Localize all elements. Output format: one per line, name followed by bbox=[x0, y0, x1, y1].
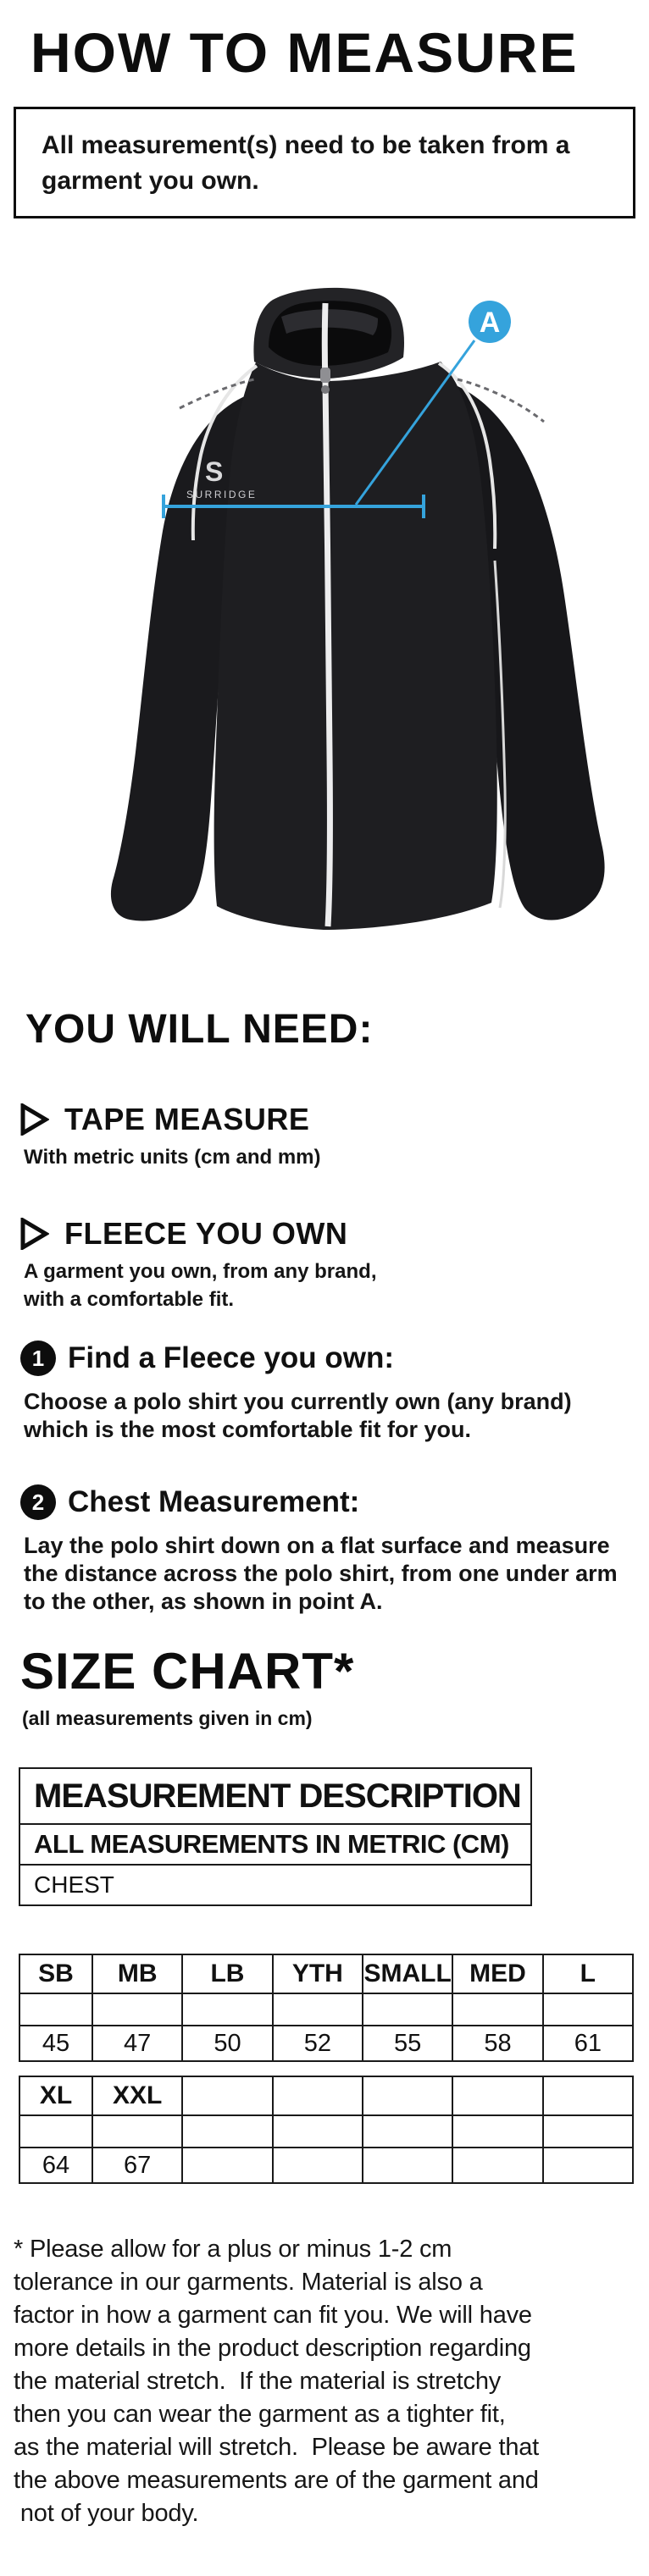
you-will-need-heading: YOU WILL NEED: bbox=[25, 1007, 374, 1052]
notice-line: All measurement(s) need to be taken from a bbox=[42, 131, 570, 159]
empty-cell bbox=[92, 2115, 182, 2148]
header-cell: SMALL bbox=[363, 1954, 452, 1993]
step-desc-line: Lay the polo shirt down on a flat surface and measure bbox=[24, 1533, 610, 1558]
footnote bbox=[14, 2233, 632, 2530]
size-chart-subheading: (all measurements given in cm) bbox=[22, 1707, 313, 1729]
header-cell: L bbox=[543, 1954, 633, 1993]
footnote-line: tolerance in our garments. Material is also a bbox=[14, 2269, 483, 2296]
jacket-zip-slider bbox=[320, 368, 330, 383]
step-desc-line: which is the most comfortable fit for you. bbox=[24, 1417, 472, 1442]
size-table-primary bbox=[19, 1954, 634, 2062]
value-cell bbox=[543, 2148, 633, 2183]
triangle-bullet-icon bbox=[20, 1103, 49, 1136]
empty-cell bbox=[19, 2115, 92, 2148]
measurement-description-table bbox=[19, 1767, 532, 1906]
table-row bbox=[19, 1865, 531, 1905]
need-desc-line: With metric units (cm and mm) bbox=[24, 1146, 321, 1169]
table-row bbox=[19, 1824, 531, 1865]
empty-cell bbox=[452, 2115, 542, 2148]
triangle-bullet-icon bbox=[20, 1218, 49, 1250]
how-to-measure-page bbox=[0, 22, 649, 2530]
brand-logo-text: SURRIDGE bbox=[186, 489, 258, 500]
step-title-row bbox=[20, 1483, 649, 1522]
footnote-line: the material stretch. If the material is stretchy bbox=[14, 2368, 502, 2395]
empty-cell bbox=[273, 1993, 363, 2026]
table-row bbox=[19, 1954, 633, 1993]
description-cell: ALL MEASUREMENTS IN METRIC (CM) bbox=[19, 1824, 531, 1865]
header-cell bbox=[452, 2076, 542, 2115]
value-cell bbox=[273, 2148, 363, 2183]
footnote-line: factor in how a garment can fit you. We will have bbox=[14, 2302, 532, 2329]
page-title: HOW TO MEASURE bbox=[31, 21, 579, 84]
header-cell: MB bbox=[92, 1954, 182, 1993]
step-title: Chest Measurement: bbox=[68, 1485, 360, 1518]
size-chart-heading: SIZE CHART* bbox=[20, 1643, 355, 1700]
step-desc-line: the distance across the polo shirt, from one under arm bbox=[24, 1561, 618, 1586]
value-cell: 45 bbox=[19, 2026, 92, 2061]
need-title-row bbox=[20, 1215, 649, 1252]
header-cell: XXL bbox=[92, 2076, 182, 2115]
empty-cell bbox=[182, 1993, 272, 2026]
value-cell: 64 bbox=[19, 2148, 92, 2183]
empty-cell bbox=[182, 2115, 272, 2148]
value-cell bbox=[363, 2148, 452, 2183]
table-row bbox=[19, 1768, 531, 1824]
table-row bbox=[19, 1993, 633, 2026]
notice-line: garment you own. bbox=[42, 167, 259, 195]
step-1 bbox=[20, 1339, 649, 1444]
step-2 bbox=[20, 1483, 649, 1616]
header-cell bbox=[363, 2076, 452, 2115]
header-cell: SB bbox=[19, 1954, 92, 1993]
value-cell: 50 bbox=[182, 2026, 272, 2061]
value-cell bbox=[452, 2148, 542, 2183]
step-number-badge: 2 bbox=[20, 1484, 56, 1520]
need-item-fleece bbox=[20, 1215, 649, 1313]
step-desc bbox=[24, 1388, 649, 1444]
brand-logo-mark: S bbox=[205, 456, 224, 487]
need-desc-line: A garment you own, from any brand, bbox=[24, 1260, 377, 1283]
empty-cell bbox=[452, 1993, 542, 2026]
point-a-label: A bbox=[479, 307, 501, 339]
value-cell: 58 bbox=[452, 2026, 542, 2061]
table-row bbox=[19, 2026, 633, 2061]
size-table-extended bbox=[19, 2076, 634, 2184]
empty-cell bbox=[543, 2115, 633, 2148]
step-desc bbox=[24, 1532, 649, 1616]
need-title-row bbox=[20, 1101, 649, 1138]
header-cell: MED bbox=[452, 1954, 542, 1993]
empty-cell bbox=[363, 2115, 452, 2148]
header-cell bbox=[273, 2076, 363, 2115]
need-item-desc bbox=[24, 1143, 649, 1171]
step-desc-line: Choose a polo shirt you currently own (any brand) bbox=[24, 1389, 572, 1414]
notice-box bbox=[14, 107, 635, 218]
header-cell: LB bbox=[182, 1954, 272, 1993]
description-cell: MEASUREMENT DESCRIPTION bbox=[19, 1768, 531, 1824]
need-desc-line: with a comfortable fit. bbox=[24, 1288, 235, 1311]
empty-cell bbox=[363, 1993, 452, 2026]
step-title: Find a Fleece you own: bbox=[68, 1341, 395, 1374]
description-cell: CHEST bbox=[19, 1865, 531, 1905]
footnote-line: then you can wear the garment as a tighter fit, bbox=[14, 2401, 506, 2428]
table-row bbox=[19, 2115, 633, 2148]
value-cell: 67 bbox=[92, 2148, 182, 2183]
jacket-zip-pull bbox=[321, 385, 330, 394]
empty-cell bbox=[543, 1993, 633, 2026]
header-cell bbox=[543, 2076, 633, 2115]
header-cell bbox=[182, 2076, 272, 2115]
garment-figure bbox=[0, 281, 649, 933]
value-cell: 55 bbox=[363, 2026, 452, 2061]
empty-cell bbox=[273, 2115, 363, 2148]
value-cell: 47 bbox=[92, 2026, 182, 2061]
empty-cell bbox=[19, 1993, 92, 2026]
value-cell: 52 bbox=[273, 2026, 363, 2061]
table-row bbox=[19, 2076, 633, 2115]
need-item-tape-measure bbox=[20, 1101, 649, 1171]
need-item-desc bbox=[24, 1258, 649, 1313]
footnote-line: not of your body. bbox=[14, 2500, 199, 2527]
jacket-torso bbox=[214, 362, 497, 930]
need-item-title: TAPE MEASURE bbox=[64, 1102, 310, 1136]
fleece-jacket-illustration bbox=[0, 281, 649, 933]
footnote-line: * Please allow for a plus or minus 1-2 cm bbox=[14, 2236, 452, 2263]
value-cell bbox=[182, 2148, 272, 2183]
table-row bbox=[19, 2148, 633, 2183]
step-number-badge: 1 bbox=[20, 1341, 56, 1376]
footnote-line: as the material will stretch. Please be aware that bbox=[14, 2434, 540, 2461]
value-cell: 61 bbox=[543, 2026, 633, 2061]
footnote-line: more details in the product description regarding bbox=[14, 2335, 531, 2362]
footnote-line: the above measurements are of the garment and bbox=[14, 2467, 539, 2494]
header-cell: XL bbox=[19, 2076, 92, 2115]
empty-cell bbox=[92, 1993, 182, 2026]
header-cell: YTH bbox=[273, 1954, 363, 1993]
step-title-row bbox=[20, 1339, 649, 1378]
need-item-title: FLEECE YOU OWN bbox=[64, 1216, 348, 1251]
step-desc-line: to the other, as shown in point A. bbox=[24, 1589, 383, 1614]
